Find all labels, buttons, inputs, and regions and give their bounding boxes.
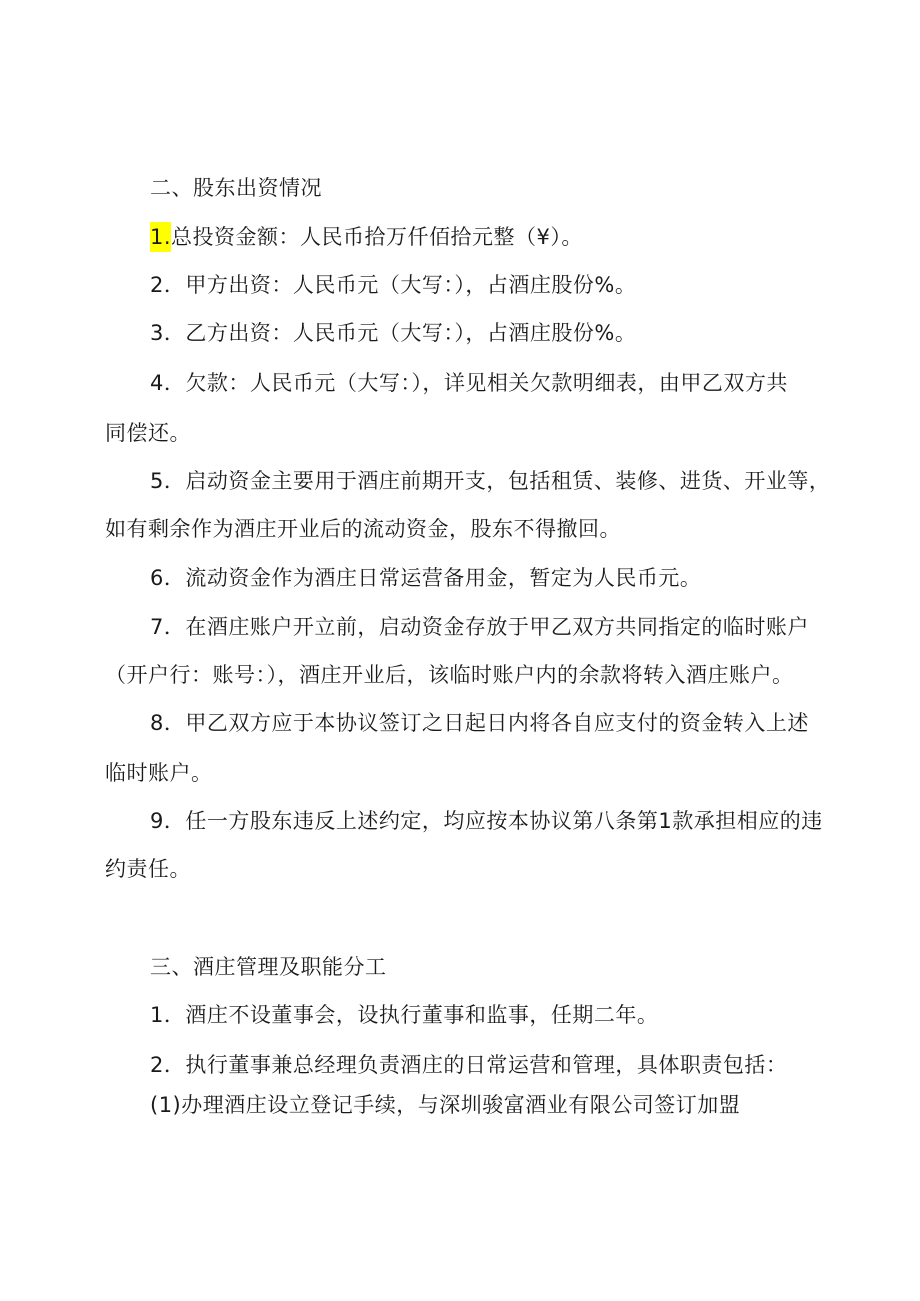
clause-4 <box>150 368 788 398</box>
clause-text: 总投资金额：人民币拾万仟佰拾元整（¥）。 <box>171 225 583 249</box>
clause-9 <box>150 806 823 836</box>
clause-7-continuation: （开户行：账号：），酒庄开业后，该临时账户内的余款将转入酒庄账户。 <box>105 663 794 687</box>
clause-number: 4 <box>150 371 164 395</box>
subclause-number: (1) <box>150 1093 182 1117</box>
clause-text: 办理酒庄设立登记手续，与深圳骏富酒业有限公司签订加盟 <box>181 1093 741 1117</box>
clause-number: 6 <box>150 566 164 590</box>
clause-text: ．酒庄不设董事会，设执行董事和监事，任期二年。 <box>163 1003 659 1027</box>
clause-2 <box>150 270 636 300</box>
clause-text: ．甲乙双方应于本协议签订之日起日内将各自应支付的资金转入上述 <box>163 711 809 735</box>
clause-number: 2 <box>150 1053 164 1077</box>
mgmt-clause-1 <box>150 1000 658 1030</box>
clause-text: ．启动资金主要用于酒庄前期开支，包括租赁、装修、进货、开业等， <box>163 469 831 493</box>
clause-number: 1 <box>150 1003 164 1027</box>
clause-number: 2 <box>150 273 164 297</box>
clause-number: 3 <box>150 321 164 345</box>
clause-number: 5 <box>150 469 164 493</box>
clause-5 <box>150 466 830 496</box>
clause-text: ．任一方股东违反上述约定，均应按本协议第八条第1款承担相应的违 <box>163 809 823 833</box>
clause-text: ．流动资金作为酒庄日常运营备用金，暂定为人民币元。 <box>163 566 702 590</box>
clause-number: 7 <box>150 615 164 639</box>
clause-text: ．欠款：人民币元（大写：），详见相关欠款明细表，由甲乙双方共 <box>163 371 788 395</box>
clause-6 <box>150 563 701 593</box>
clause-5-continuation: 如有剩余作为酒庄开业后的流动资金，股东不得撤回。 <box>105 517 621 541</box>
section-heading: 二、股东出资情况 <box>150 176 322 200</box>
clause-number: 8 <box>150 711 164 735</box>
clause-1 <box>150 222 583 252</box>
clause-text: ．甲方出资：人民币元（大写：），占酒庄股份%。 <box>163 273 637 297</box>
clause-text: ．执行董事兼总经理负责酒庄的日常运营和管理，具体职责包括： <box>163 1053 788 1077</box>
mgmt-clause-2 <box>150 1050 787 1080</box>
clause-4-continuation: 同偿还。 <box>105 421 191 445</box>
mgmt-subclause-1 <box>150 1090 740 1120</box>
section-heading: 三、酒庄管理及职能分工 <box>150 955 387 979</box>
clause-8 <box>150 708 809 738</box>
clause-number: 9 <box>150 809 164 833</box>
clause-9-continuation: 约责任。 <box>105 857 191 881</box>
clause-3 <box>150 318 636 348</box>
clause-text: ．乙方出资：人民币元（大写：），占酒庄股份%。 <box>163 321 637 345</box>
clause-8-continuation: 临时账户。 <box>105 761 213 785</box>
clause-text: ．在酒庄账户开立前，启动资金存放于甲乙双方共同指定的临时账户 <box>163 615 809 639</box>
clause-number-highlighted: 1. <box>150 222 171 252</box>
clause-7 <box>150 612 809 642</box>
